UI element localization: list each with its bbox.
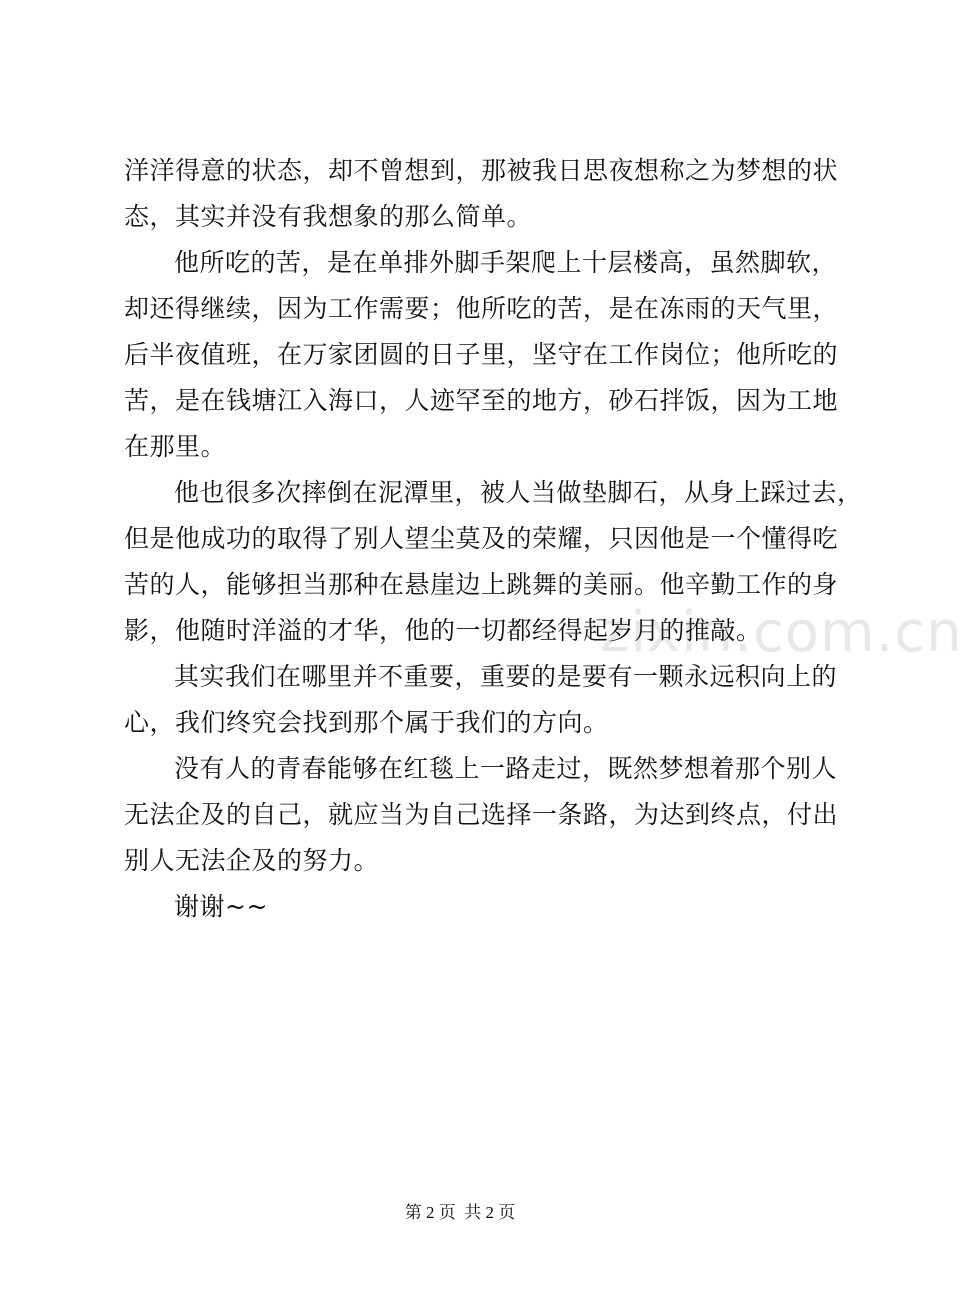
text-line: 他也很多次摔倒在泥潭里，被人当做垫脚石，从身上踩过去，: [174, 478, 863, 507]
text-line: 苦，是在钱塘江入海口，人迹罕至的地方，砂石拌饭，因为工地: [124, 386, 839, 415]
page-footer: [0, 1198, 920, 1223]
text-line: 影，他随时洋溢的才华，他的一切都经得起岁月的推敲。: [124, 616, 762, 645]
text-line: 在那里。: [124, 432, 227, 461]
text-line: 他所吃的苦，是在单排外脚手架爬上十层楼高，虽然脚软，: [174, 248, 838, 277]
text-line: 谢谢~~: [174, 892, 268, 921]
text-line: 别人无法企及的努力。: [124, 846, 380, 875]
document-body: [124, 148, 863, 930]
text-line: 其实我们在哪里并不重要，重要的是要有一颗永远积向上的: [174, 662, 838, 691]
text-line: 却还得继续，因为工作需要；他所吃的苦，是在冻雨的天气里，: [124, 294, 839, 323]
text-line: 无法企及的自己，就应当为自己选择一条路，为达到终点，付出: [124, 800, 839, 829]
text-line: 但是他成功的取得了别人望尘莫及的荣耀，只因他是一个懂得吃: [124, 524, 839, 553]
text-line: 没有人的青春能够在红毯上一路走过，既然梦想着那个别人: [174, 754, 838, 783]
text-line: 洋洋得意的状态，却不曾想到，那被我日思夜想称之为梦想的状: [124, 156, 839, 185]
text-line: 苦的人，能够担当那种在悬崖边上跳舞的美丽。他辛勤工作的身: [124, 570, 839, 599]
page-number-label: 第 2 页 共 2 页: [404, 1203, 516, 1222]
watermark: zixin.com.cn: [600, 600, 963, 665]
text-line: 后半夜值班，在万家团圆的日子里，坚守在工作岗位；他所吃的: [124, 340, 839, 369]
text-line: 态，其实并没有我想象的那么简单。: [124, 202, 533, 231]
text-line: 心，我们终究会找到那个属于我们的方向。: [124, 708, 609, 737]
